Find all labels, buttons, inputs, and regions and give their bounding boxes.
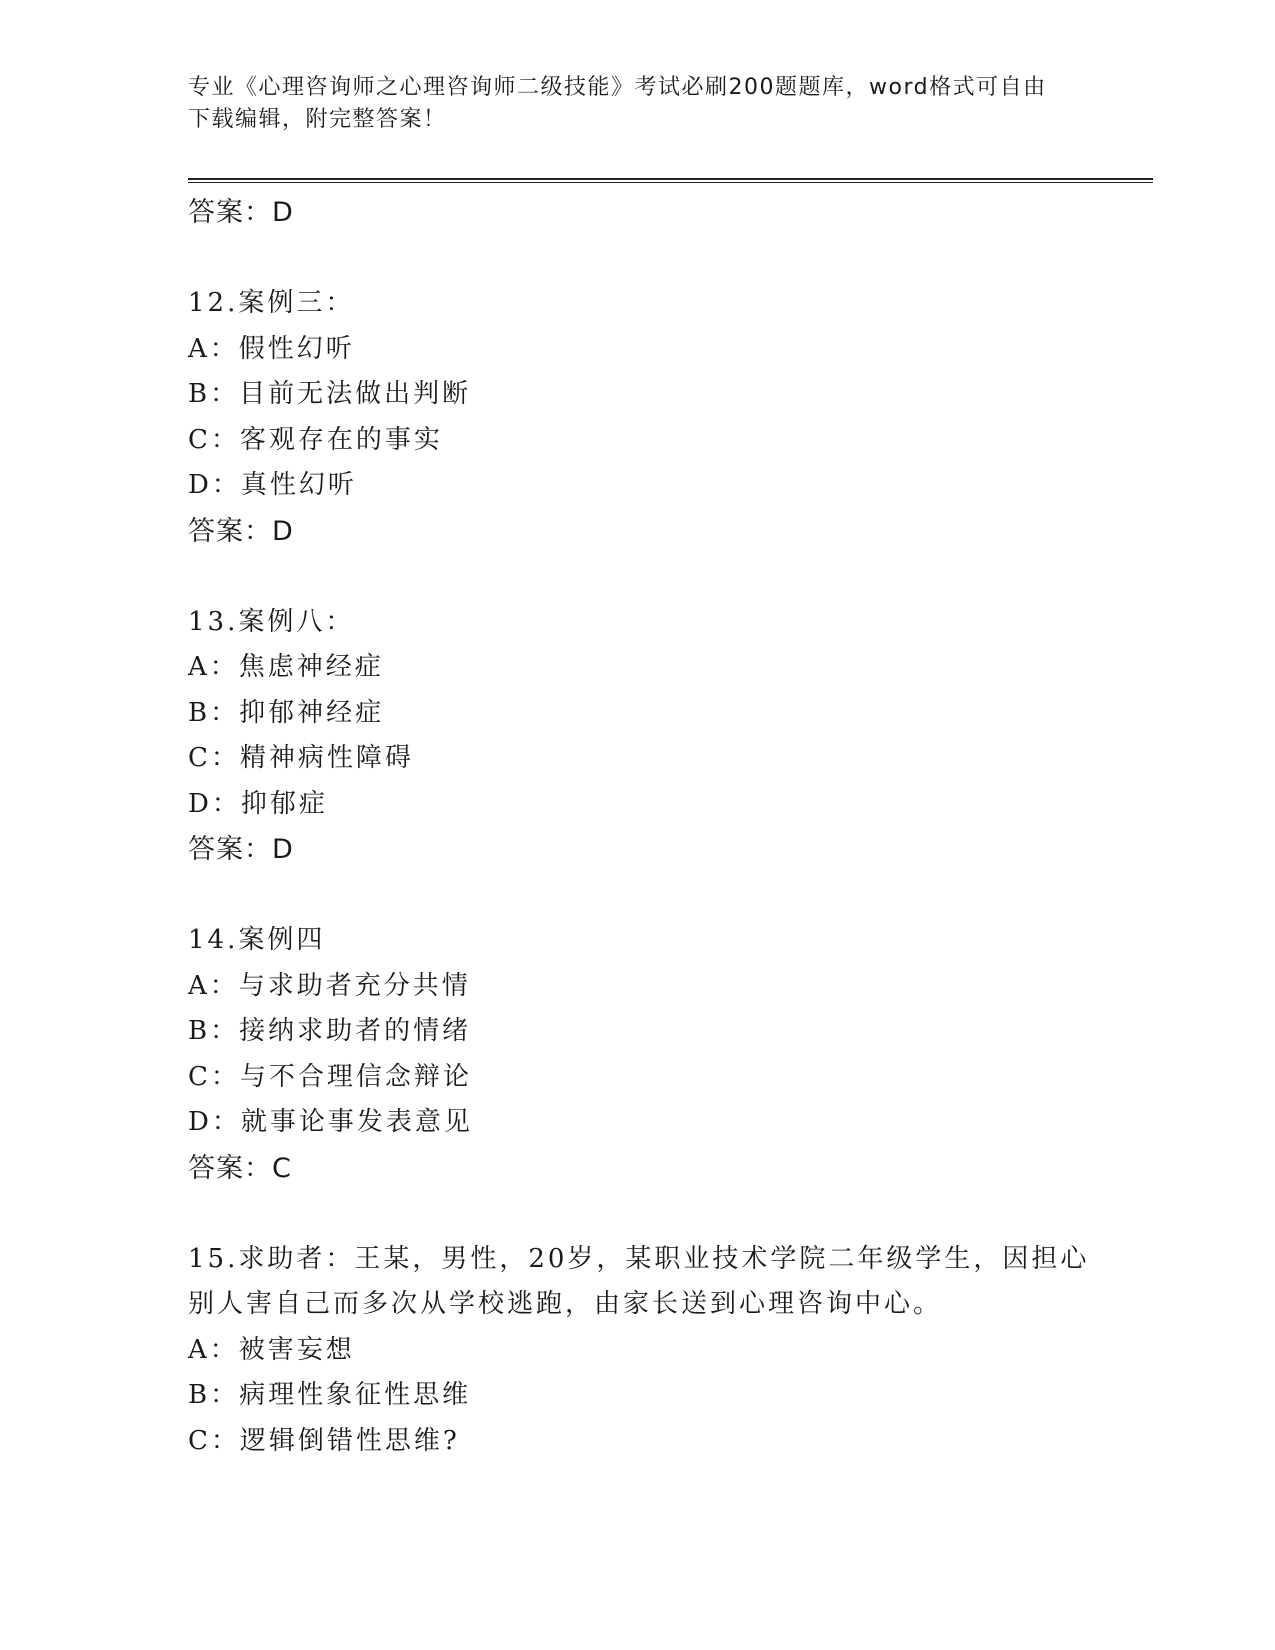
option-b: B：抑郁神经症 (188, 697, 385, 728)
spacer (188, 1191, 1108, 1237)
spacer (188, 873, 1108, 919)
answer: 答案：D (188, 834, 294, 865)
option-b: B：病理性象征性思维 (188, 1380, 472, 1410)
option-b: B：目前无法做出判断 (188, 379, 472, 409)
option-b: B：接纳求助者的情绪 (188, 1016, 472, 1046)
option-d: D：真性幻听 (188, 470, 357, 500)
spacer (188, 236, 1108, 282)
page-header: 专业《心理咨询师之心理咨询师二级技能》考试必刷200题题库，word格式可自由下载编辑，附完整答案！ (188, 75, 1047, 132)
question-item-13 (188, 600, 1108, 873)
option-a: A：假性幻听 (188, 333, 355, 364)
header-divider-thick (188, 178, 1153, 180)
option-c: C：精神病性障碍 (188, 743, 414, 773)
option-a: A：被害妄想 (188, 1334, 355, 1365)
previous-answer: 答案：D (188, 197, 294, 228)
option-d: D：就事论事发表意见 (188, 1107, 473, 1137)
spacer (188, 554, 1108, 600)
option-a: A：焦虑神经症 (188, 652, 384, 682)
question-list (188, 190, 1108, 1464)
question-stem: 12.案例三： (188, 288, 355, 318)
question-stem: 15.求助者：王某，男性，20岁，某职业技术学院二年级学生，因担心别人害自己而多次从学校逃跑，由家长送到心理咨询中心。 (188, 1243, 1090, 1319)
answer: 答案：C (188, 1152, 292, 1184)
question-stem: 14.案例四 (188, 925, 326, 955)
header-divider-thin (188, 182, 1153, 183)
question-item-15 (188, 1237, 1108, 1465)
option-c: C：与不合理信念辩论 (188, 1061, 472, 1092)
question-item-12 (188, 281, 1108, 554)
option-d: D：抑郁症 (188, 788, 328, 819)
question-stem: 13.案例八： (188, 606, 355, 637)
option-a: A：与求助者充分共情 (188, 970, 471, 1001)
option-c: C：客观存在的事实 (188, 424, 443, 455)
option-c: C：逻辑倒错性思维? (188, 1425, 460, 1456)
answer: 答案：D (188, 515, 294, 547)
question-item-14 (188, 918, 1108, 1191)
